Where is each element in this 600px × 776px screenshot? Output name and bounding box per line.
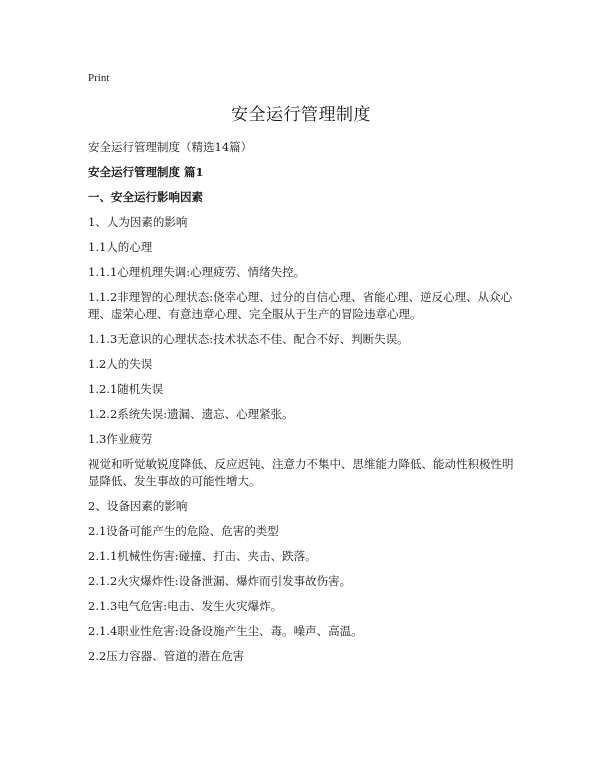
paragraph: 2.1.3电气危害:电击、发生火灾爆炸。 [88,599,283,613]
document-body [88,139,514,665]
paragraph: 1.1.2非理智的心理状态:侥幸心理、过分的自信心理、省能心理、逆反心理、从众心理、虚荣心理、有意违章心理、完全服从于生产的冒险违章心理。 [88,290,513,321]
paragraph-part-heading: 一、安全运行影响因素 [88,190,203,204]
paragraph: 1、人为因素的影响 [88,215,188,229]
paragraph: 2.1.2火灾爆炸性:设备泄漏、爆炸而引发事故伤害。 [88,574,352,588]
paragraph: 2、设备因素的影响 [88,499,188,513]
paragraph: 1.1.1心理机理失调:心理疲劳、情绪失控。 [88,265,306,279]
document-title: 安全运行管理制度 [231,105,371,125]
paragraph: 视觉和听觉敏锐度降低、反应迟钝、注意力不集中、思维能力降低、能动性积极性明显降低、发生事故的可能性增大。 [88,457,514,488]
paragraph: 1.1.3无意识的心理状态:技术状态不佳、配合不好、判断失误。 [88,332,409,346]
paragraph: 1.3作业疲劳 [88,432,153,446]
paragraph: 2.1.1机械性伤害:碰撞、打击、夹击、跌落。 [88,549,317,563]
paragraph: 2.2压力容器、管道的潜在危害 [88,649,245,663]
paragraph: 1.2.1随机失误 [88,382,164,396]
paragraph: 1.2.2系统失误:遗漏、遗忘、心理紧张。 [88,407,294,421]
paragraph: 2.1设备可能产生的危险、危害的类型 [88,524,279,538]
paragraph-section-heading: 安全运行管理制度 篇1 [88,165,204,179]
paragraph: 1.2人的失误 [88,357,153,371]
paragraph: 1.1人的心理 [88,240,153,254]
paragraph-subtitle: 安全运行管理制度（精选14篇） [88,140,253,154]
print-label: Print [88,72,110,84]
paragraph: 2.1.4职业性危害:设备设施产生尘、毒。噪声、高温。 [88,624,363,638]
